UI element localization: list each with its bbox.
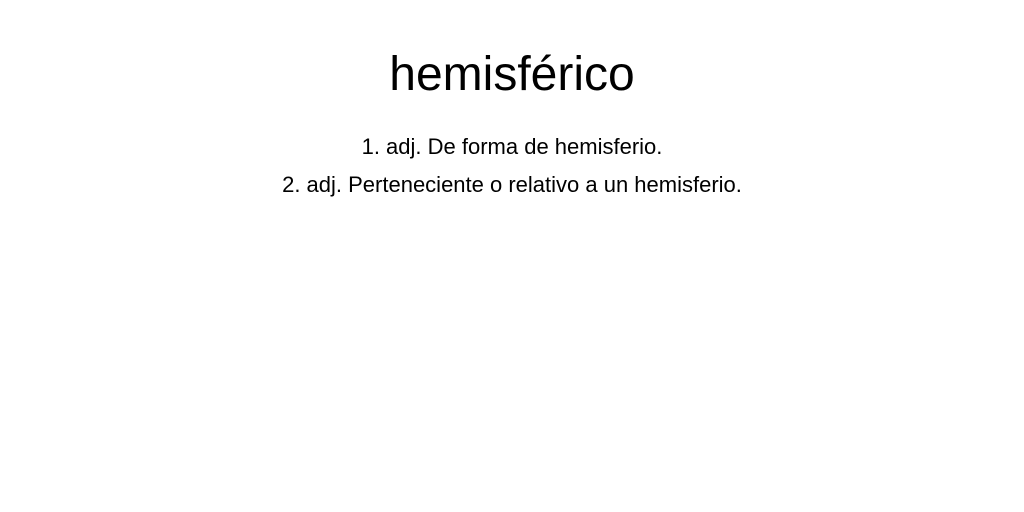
definition-list <box>0 128 1024 204</box>
definition-1: 1. adj. De forma de hemisferio. <box>361 134 663 159</box>
entry-headword: hemisférico <box>389 48 635 101</box>
definition-2: 2. adj. Perteneciente o relativo a un hemisferio. <box>282 172 742 197</box>
